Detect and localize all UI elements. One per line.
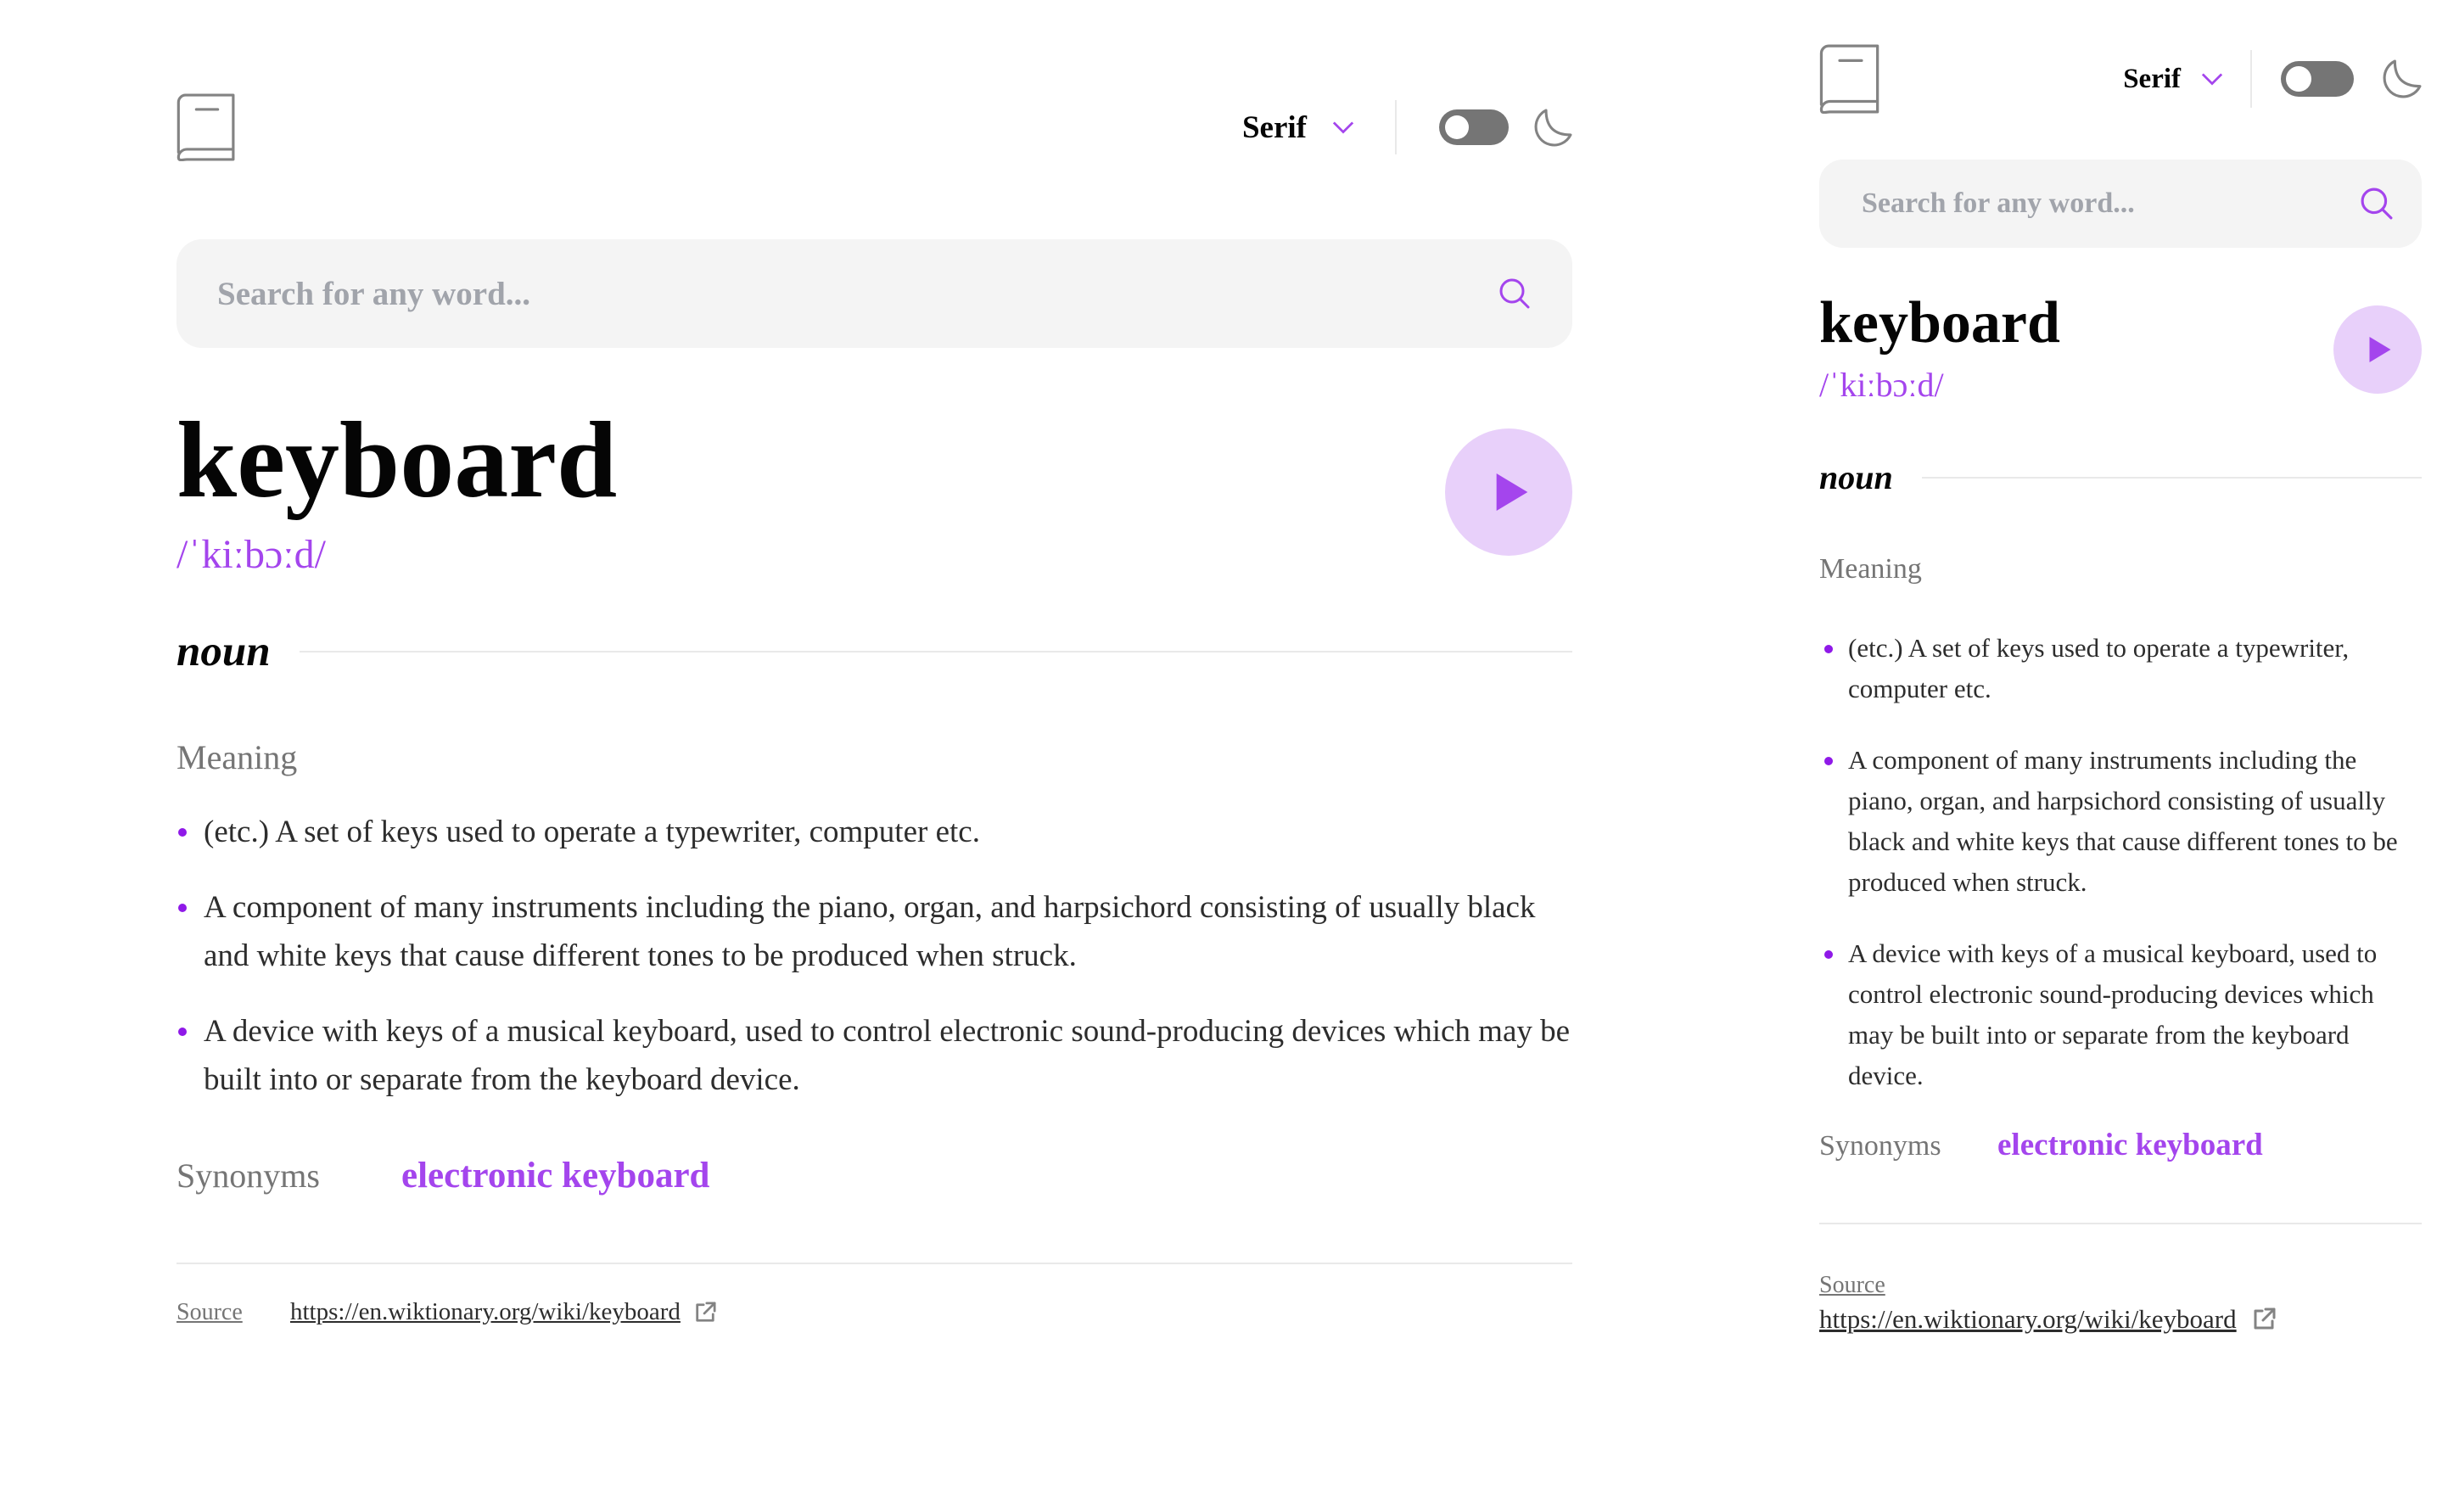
part-of-speech-divider	[1922, 477, 2422, 479]
source-link[interactable]	[1819, 1304, 2276, 1335]
source-url: https://en.wiktionary.org/wiki/keyboard	[1819, 1304, 2237, 1334]
search-bar	[1819, 160, 2422, 248]
source-label: Source	[1819, 1272, 1885, 1298]
source-label: Source	[176, 1298, 243, 1325]
synonym-link[interactable]: electronic keyboard	[1997, 1128, 2263, 1162]
book-icon[interactable]	[1819, 44, 1882, 114]
desktop-view	[176, 0, 1572, 1512]
meaning-label: Meaning	[1819, 553, 1922, 585]
phonetic: /ˈkiːbɔːd/	[1819, 366, 1944, 404]
search-input[interactable]	[1862, 188, 2313, 220]
definition-item: A device with keys of a musical keyboard, used to control electronic sound-producing devices which may be built into or separate from the keyboard device.	[176, 1007, 1572, 1104]
word-title: keyboard	[1819, 290, 2060, 356]
font-selector[interactable]	[2123, 64, 2223, 95]
definition-item: (etc.) A set of keys used to operate a typewriter, computer etc.	[1819, 628, 2422, 709]
synonyms-row	[1819, 1127, 2422, 1163]
external-link-icon	[694, 1302, 716, 1324]
font-selector-label: Serif	[1241, 109, 1307, 145]
play-audio-button[interactable]	[1445, 428, 1572, 556]
play-icon	[1493, 473, 1531, 511]
chevron-down-icon	[1307, 120, 1354, 134]
font-selector-label: Serif	[2123, 63, 2181, 94]
header	[1819, 44, 2422, 114]
source-row	[176, 1298, 1572, 1326]
definitions-list	[1819, 628, 2422, 1096]
synonyms-label: Synonyms	[1819, 1130, 1941, 1162]
part-of-speech: noun	[1819, 458, 1893, 496]
theme-toggle-knob	[1445, 115, 1469, 139]
search-bar	[176, 239, 1572, 348]
definition-item: A device with keys of a musical keyboard, used to control electronic sound-producing devices which may be built into or separate from the keyboard device.	[1819, 933, 2422, 1096]
header-controls	[1242, 100, 1572, 154]
source-divider	[1819, 1223, 2422, 1224]
moon-icon	[1534, 109, 1572, 147]
search-icon[interactable]	[1499, 278, 1530, 309]
definition-item: A component of many instruments including the piano, organ, and harpsichord consisting of usually black and white keys that cause different tones to be produced when struck.	[176, 883, 1572, 980]
definition-item: (etc.) A set of keys used to operate a typewriter, computer etc.	[176, 808, 1572, 856]
moon-icon	[2383, 59, 2422, 98]
mobile-view	[1819, 0, 2422, 1512]
source-url: https://en.wiktionary.org/wiki/keyboard	[290, 1298, 681, 1325]
play-icon	[2367, 337, 2393, 362]
meaning-label: Meaning	[176, 738, 298, 776]
search-icon[interactable]	[2361, 188, 2393, 220]
source-divider	[176, 1263, 1572, 1264]
header-controls	[2123, 50, 2422, 108]
part-of-speech-row	[1819, 457, 2422, 497]
synonyms-row	[176, 1155, 1572, 1196]
phonetic: /ˈkiːbɔːd/	[176, 532, 326, 577]
word-header	[176, 400, 1572, 578]
play-audio-button[interactable]	[2333, 305, 2422, 394]
search-input[interactable]	[217, 275, 1333, 313]
word-title: keyboard	[176, 400, 618, 520]
synonyms-label: Synonyms	[176, 1156, 320, 1195]
part-of-speech: noun	[176, 628, 271, 675]
theme-toggle[interactable]	[2281, 61, 2354, 97]
theme-toggle[interactable]	[1439, 109, 1509, 145]
theme-toggle-knob	[2286, 66, 2311, 92]
external-link-icon	[2252, 1308, 2276, 1331]
font-selector[interactable]	[1242, 109, 1354, 146]
book-icon[interactable]	[176, 93, 238, 161]
header-divider	[2250, 50, 2252, 108]
part-of-speech-row	[176, 627, 1572, 676]
header	[176, 93, 1572, 161]
source-row	[1819, 1272, 2422, 1335]
synonym-link[interactable]: electronic keyboard	[401, 1156, 710, 1196]
chevron-down-icon	[2181, 72, 2223, 86]
source-link[interactable]	[290, 1298, 716, 1326]
word-header	[1819, 290, 2422, 405]
definition-item: A component of many instruments including the piano, organ, and harpsichord consisting of usually black and white keys that cause different tones to be produced when struck.	[1819, 740, 2422, 903]
part-of-speech-divider	[300, 651, 1572, 652]
header-divider	[1395, 100, 1397, 154]
definitions-list	[176, 808, 1572, 1104]
